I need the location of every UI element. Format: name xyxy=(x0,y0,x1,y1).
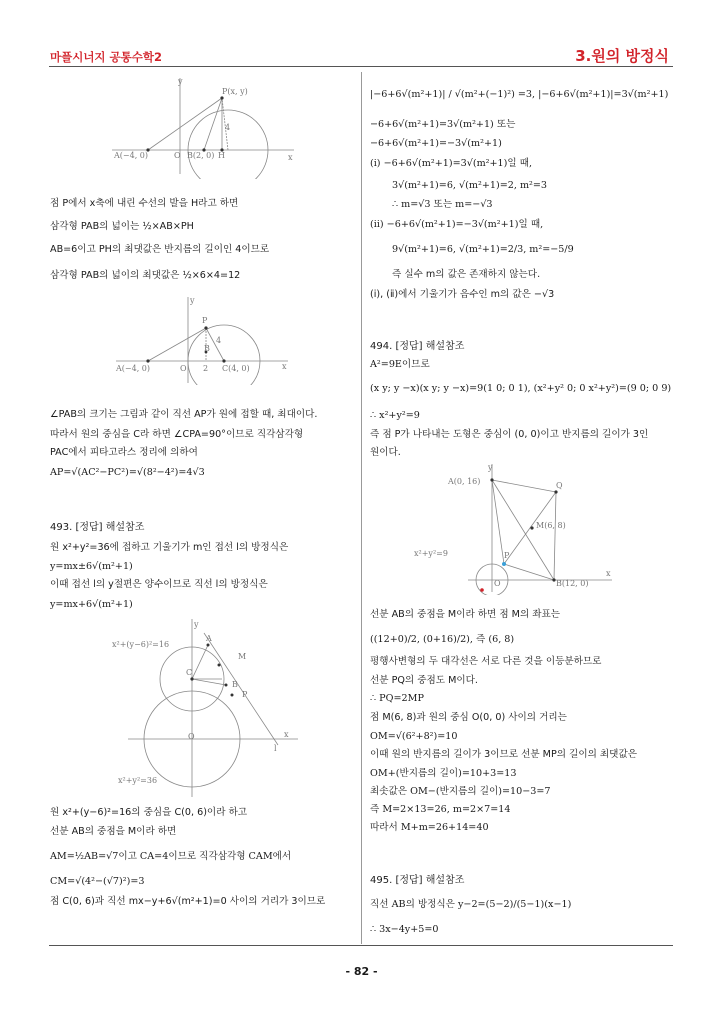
text-r4: (ⅰ) −6+6√(m²+1)=3√(m²+1)일 때, xyxy=(370,158,533,169)
text-r10: (ⅰ), (ⅱ)에서 기울기가 음수인 m의 값은 −√3 xyxy=(370,289,555,300)
fig2-o: O xyxy=(180,364,187,373)
fig3-c1: x²+(y−6)²=16 xyxy=(112,640,170,649)
text-r15: 원이다. xyxy=(370,447,401,458)
text-l14: 선분 AB의 중점을 M이라 하면 xyxy=(50,826,177,837)
text-r18: 평행사변형의 두 대각선은 서로 다른 것을 이등분하므로 xyxy=(370,656,602,667)
text-l10: y=mx±6√(m²+1) xyxy=(50,561,133,572)
fig3-x: x xyxy=(284,730,289,739)
text-r13: ∴ x²+y²=9 xyxy=(370,410,420,421)
fig2-2: 2 xyxy=(203,364,209,373)
page-number: - 82 - xyxy=(345,965,378,978)
text-r28: 직선 AB의 방정식은 y−2=(5−2)/(5−1)(x−1) xyxy=(370,899,572,910)
text-l3: AB=6이고 PH의 최댓값은 반지름의 길이인 4이므로 xyxy=(50,244,270,255)
fig1-y: y xyxy=(178,77,183,86)
text-l13: 원 x²+(y−6)²=16의 중심을 C(0, 6)이라 하고 xyxy=(50,807,248,818)
fig1-4: 4 xyxy=(225,123,231,132)
text-r8: 9√(m²+1)=6, √(m²+1)=2/3, m²=−5/9 xyxy=(392,244,574,255)
text-r23: 이때 원의 반지름의 길이가 3이므로 선분 MP의 길이의 최댓값은 xyxy=(370,749,637,760)
text-r25: 최솟값은 OM−(반지름의 길이)=10−3=7 xyxy=(370,786,551,797)
text-r12: (x y; y −x)(x y; y −x)=9(1 0; 0 1), (x²+y² 0; 0 x²+y²)=(9 0; 0 9) xyxy=(370,383,672,394)
column-divider xyxy=(361,72,362,944)
text-r3: −6+6√(m²+1)=−3√(m²+1) xyxy=(370,138,502,149)
fig1-b: B(2, 0) xyxy=(187,151,215,160)
text-l6: 따라서 원의 중심을 C라 하면 ∠CPA=90°이므로 직각삼각형 xyxy=(50,429,304,440)
figure-angle-pab xyxy=(112,293,292,385)
fig4-y: y xyxy=(488,463,493,472)
figure-tangent-circles xyxy=(108,615,308,800)
fig4-a: A(0, 16) xyxy=(448,477,481,486)
text-r7: (ⅱ) −6+6√(m²+1)=−3√(m²+1)일 때, xyxy=(370,219,544,230)
text-r1: |−6+6√(m²+1)| / √(m²+(−1)²) =3, |−6+6√(m²+1)|=3√(m²+1) xyxy=(370,89,669,100)
fig3-o: O xyxy=(188,732,195,741)
text-r21: 점 M(6, 8)과 원의 중심 O(0, 0) 사이의 거리는 xyxy=(370,712,567,723)
text-r26: 즉 M=2×13=26, m=2×7=14 xyxy=(370,804,511,815)
fig3-b: B xyxy=(232,680,238,689)
text-l11: 이때 접선 l의 y절편은 양수이므로 직선 l의 방정식은 xyxy=(50,579,268,590)
text-l7: PAC에서 피타고라스 정리에 의하여 xyxy=(50,447,198,458)
text-r29: ∴ 3x−4y+5=0 xyxy=(370,924,439,935)
fig1-x: x xyxy=(288,153,293,162)
text-l16: CM=√(4²−(√7)²)=3 xyxy=(50,876,145,887)
text-l8: AP=√(AC²−PC²)=√(8²−4²)=4√3 xyxy=(50,467,205,478)
heading-493: 493. [정답] 해설참조 xyxy=(50,522,145,533)
fig4-m: M(6, 8) xyxy=(536,521,566,530)
text-r17: ((12+0)/2, (0+16)/2), 즉 (6, 8) xyxy=(370,634,515,645)
fig4-b: B(12, 0) xyxy=(556,579,589,588)
text-r11: A²=9E이므로 xyxy=(370,359,430,370)
fig4-q: Q xyxy=(556,481,563,490)
text-l12: y=mx+6√(m²+1) xyxy=(50,599,133,610)
fig4-x: x xyxy=(606,569,611,578)
fig3-a: A xyxy=(206,634,212,643)
fig4-p: P xyxy=(504,551,510,560)
fig2-c: C(4, 0) xyxy=(222,364,250,373)
fig1-h: H xyxy=(218,151,225,160)
text-r20: ∴ PQ=2MP xyxy=(370,693,424,704)
fig2-b: B xyxy=(204,344,210,353)
fig2-4: 4 xyxy=(216,336,222,345)
fig3-c: C xyxy=(186,668,193,677)
text-r27: 따라서 M+m=26+14=40 xyxy=(370,822,489,833)
fig1-o: O xyxy=(174,151,181,160)
fig2-a: A(−4, 0) xyxy=(116,364,150,373)
figure-triangle-pab xyxy=(108,74,298,179)
fig4-o: O xyxy=(494,579,501,588)
fig3-m: M xyxy=(238,652,247,661)
text-l1: 점 P에서 x축에 내린 수선의 발을 H라고 하면 xyxy=(50,198,239,209)
book-title: 마플시너지 공통수학2 xyxy=(50,50,162,64)
text-r9: 즉 실수 m의 값은 존재하지 않는다. xyxy=(392,269,541,280)
text-l9: 원 x²+y²=36에 접하고 기울기가 m인 접선 l의 방정식은 xyxy=(50,542,289,553)
fig4-circ: x²+y²=9 xyxy=(414,549,448,558)
text-r22: OM=√(6²+8²)=10 xyxy=(370,731,458,742)
fig2-p: P xyxy=(202,316,208,325)
fig3-p: P xyxy=(242,690,248,699)
fig2-y: y xyxy=(190,296,195,305)
fig2-x: x xyxy=(282,362,287,371)
text-r24: OM+(반지름의 길이)=10+3=13 xyxy=(370,768,517,779)
footer-rule xyxy=(49,945,673,946)
text-r16: 선분 AB의 중점을 M이라 하면 점 M의 좌표는 xyxy=(370,609,561,620)
fig1-a: A(−4, 0) xyxy=(114,151,148,160)
text-r19: 선분 PQ의 중점도 M이다. xyxy=(370,675,478,686)
figure-parallelogram xyxy=(408,460,618,595)
text-r2: −6+6√(m²+1)=3√(m²+1) 또는 xyxy=(370,119,516,130)
text-l15: AM=½AB=√7이고 CA=4이므로 직각삼각형 CAM에서 xyxy=(50,851,292,862)
fig1-p: P(x, y) xyxy=(222,87,248,96)
text-l4: 삼각형 PAB의 넓이의 최댓값은 ½×6×4=12 xyxy=(50,270,241,281)
text-r5: 3√(m²+1)=6, √(m²+1)=2, m²=3 xyxy=(392,180,548,191)
fig3-y: y xyxy=(194,620,199,629)
text-l17: 점 C(0, 6)과 직선 mx−y+6√(m²+1)=0 사이의 거리가 3이므로 xyxy=(50,896,326,907)
text-l2: 삼각형 PAB의 넓이는 ½×AB×PH xyxy=(50,221,194,232)
fig3-c2: x²+y²=36 xyxy=(118,776,158,785)
heading-495: 495. [정답] 해설참조 xyxy=(370,875,465,886)
text-l5: ∠PAB의 크기는 그림과 같이 직선 AP가 원에 접할 때, 최대이다. xyxy=(50,409,318,420)
text-r6: ∴ m=√3 또는 m=−√3 xyxy=(392,199,493,210)
fig3-l: l xyxy=(274,744,277,753)
header-rule xyxy=(49,66,673,67)
text-r14: 즉 점 P가 나타내는 도형은 중심이 (0, 0)이고 반지름의 길이가 3인 xyxy=(370,429,649,440)
heading-494: 494. [정답] 해설참조 xyxy=(370,341,465,352)
chapter-title: 3.원의 방정식 xyxy=(575,47,669,65)
